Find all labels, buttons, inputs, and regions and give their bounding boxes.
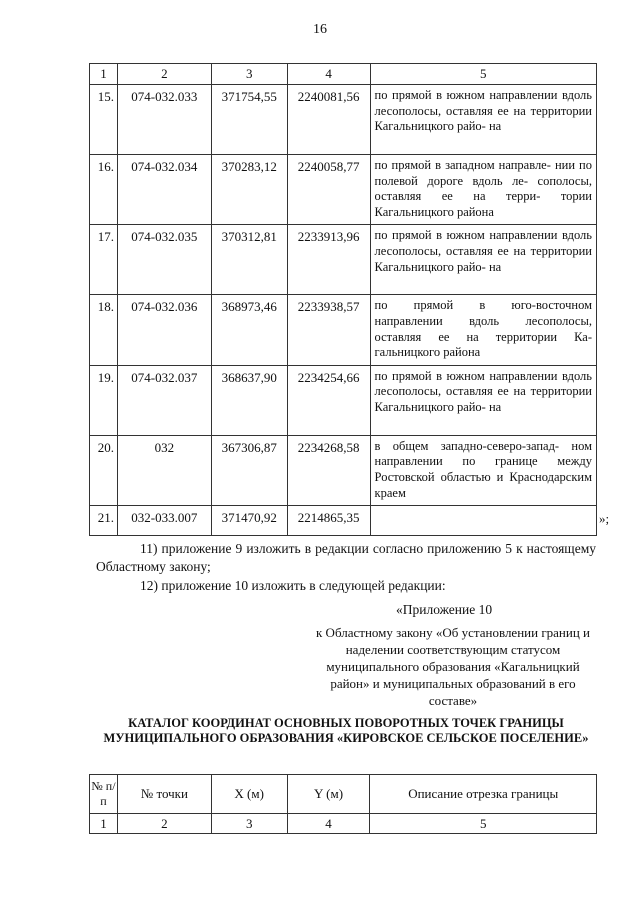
header-row-number: № п/п — [90, 775, 118, 814]
y-coordinate: 2233913,96 — [287, 225, 370, 295]
header-cell: 2 — [117, 64, 211, 85]
point-number: 074-032.035 — [117, 225, 211, 295]
x-coordinate: 368637,90 — [211, 365, 287, 435]
segment-description: по прямой в южном направлении вдоль лесополосы, оставляя ее на территории Кагальницкого райо- на — [370, 85, 596, 155]
table-row — [90, 506, 597, 536]
y-coordinate: 2233938,57 — [287, 295, 370, 365]
table-row — [90, 295, 597, 365]
coordinates-catalog-table — [89, 774, 597, 834]
table-row — [90, 155, 597, 225]
header-cell: 5 — [370, 64, 596, 85]
catalog-title: КАТАЛОГ КООРДИНАТ ОСНОВНЫХ ПОВОРОТНЫХ ТОЧЕК ГРАНИЦЫ МУНИЦИПАЛЬНОГО ОБРАЗОВАНИЯ «КИРОВСКОЕ СЕЛЬСКОЕ ПОСЕЛЕНИЕ» — [103, 716, 589, 745]
appendix-label: «Приложение 10 — [396, 602, 493, 617]
x-coordinate: 370283,12 — [211, 155, 287, 225]
row-number: 20. — [90, 435, 118, 505]
column-number: 2 — [117, 814, 211, 834]
table-row — [90, 365, 597, 435]
segment-description: в общем западно-северо-запад- ном направлении по границе между Ростовской областью и Краснодарским краем — [370, 435, 596, 505]
x-coordinate: 367306,87 — [211, 435, 287, 505]
segment-description: по прямой в южном направлении вдоль лесополосы, оставляя ее на территории Кагальницкого райо- на — [370, 365, 596, 435]
row-number: 16. — [90, 155, 118, 225]
x-coordinate: 370312,81 — [211, 225, 287, 295]
point-number: 074-032.037 — [117, 365, 211, 435]
table-row — [90, 225, 597, 295]
table-row — [90, 85, 597, 155]
header-x: X (м) — [211, 775, 287, 814]
x-coordinate: 371754,55 — [211, 85, 287, 155]
segment-description: по прямой в юго-восточном направлении вдоль лесополосы, оставляя ее на территории Ка- гальницкого района — [370, 295, 596, 365]
header-description: Описание отрезка границы — [370, 775, 597, 814]
point-number: 032 — [117, 435, 211, 505]
appendix-reference: к Областному закону «Об установлении границ и наделении соответствующим статусом муниципального образования «Кагальницкий район» и муниципальных образований в его составе» — [315, 625, 591, 708]
row-number: 18. — [90, 295, 118, 365]
row-number: 19. — [90, 365, 118, 435]
page-number: 16 — [313, 22, 327, 37]
closing-quote: »; — [599, 511, 610, 526]
row-number: 17. — [90, 225, 118, 295]
x-coordinate: 371470,92 — [211, 506, 287, 536]
table-header-row — [90, 64, 597, 85]
y-coordinate: 2234254,66 — [287, 365, 370, 435]
column-number: 5 — [370, 814, 597, 834]
segment-description: по прямой в западном направле- нии по полевой дороге вдоль ле- сополосы, оставляя ее на терри- тории Кагальницкого района — [370, 155, 596, 225]
point-number: 074-032.034 — [117, 155, 211, 225]
y-coordinate: 2214865,35 — [287, 506, 370, 536]
point-number: 074-032.033 — [117, 85, 211, 155]
row-number: 21. — [90, 506, 118, 536]
table-row — [90, 435, 597, 505]
paragraph-11: 11) приложение 9 изложить в редакции согласно приложению 5 к настоящему Областному закону; — [96, 541, 596, 574]
y-coordinate: 2240081,56 — [287, 85, 370, 155]
coordinates-table-continued — [89, 63, 597, 536]
y-coordinate: 2240058,77 — [287, 155, 370, 225]
y-coordinate: 2234268,58 — [287, 435, 370, 505]
row-number: 15. — [90, 85, 118, 155]
segment-description: по прямой в южном направлении вдоль лесополосы, оставляя ее на территории Кагальницкого райо- на — [370, 225, 596, 295]
segment-description — [370, 506, 596, 536]
header-cell: 3 — [211, 64, 287, 85]
column-number: 4 — [287, 814, 370, 834]
column-number: 1 — [90, 814, 118, 834]
table-header-row — [90, 775, 597, 814]
point-number: 074-032.036 — [117, 295, 211, 365]
header-point-number: № точки — [117, 775, 211, 814]
header-cell: 1 — [90, 64, 118, 85]
column-numbers-row — [90, 814, 597, 834]
paragraph-12: 12) приложение 10 изложить в следующей редакции: — [140, 578, 446, 593]
column-number: 3 — [211, 814, 287, 834]
point-number: 032-033.007 — [117, 506, 211, 536]
x-coordinate: 368973,46 — [211, 295, 287, 365]
header-cell: 4 — [287, 64, 370, 85]
header-y: Y (м) — [287, 775, 370, 814]
